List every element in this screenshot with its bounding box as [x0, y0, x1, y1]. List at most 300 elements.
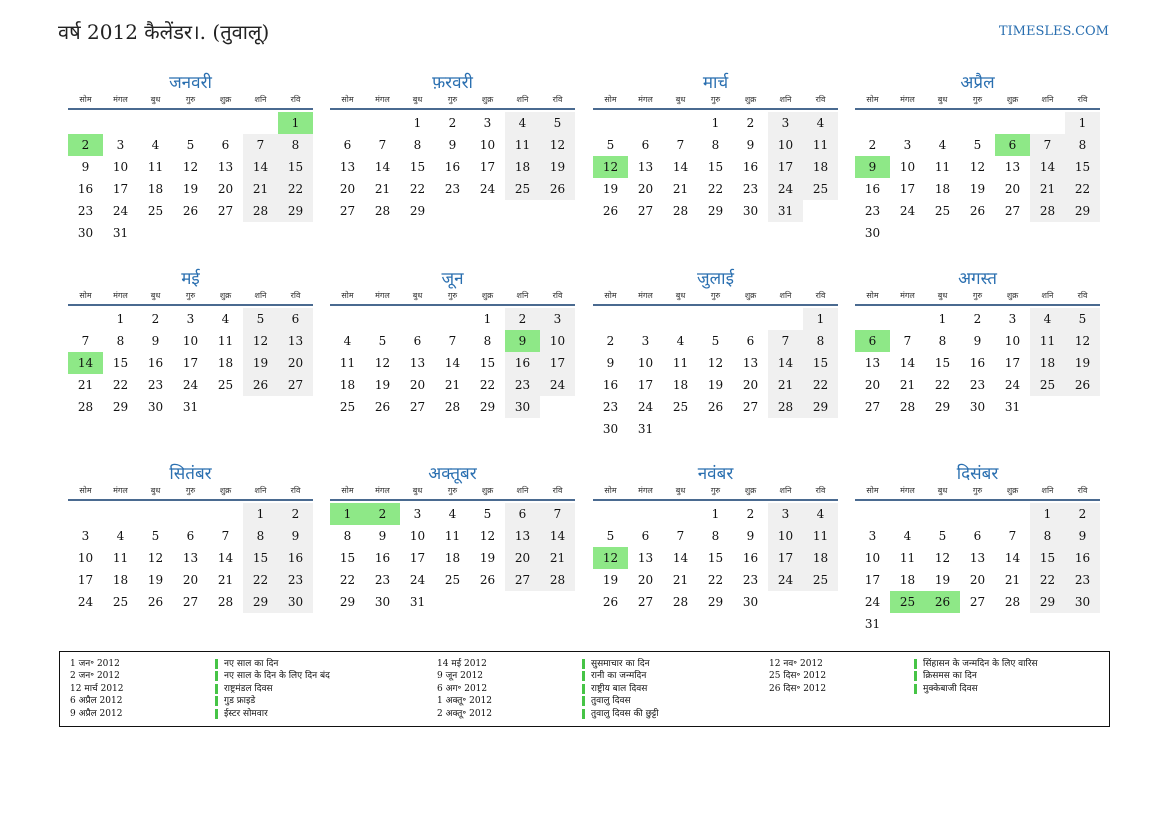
day-cell: 25 — [803, 178, 838, 200]
day-cell: 4 — [505, 112, 540, 134]
day-cell: 19 — [602, 573, 619, 587]
day-cell: 31 — [768, 200, 803, 222]
weekday-label: शनि — [779, 95, 792, 104]
day-cell: 22 — [278, 178, 313, 200]
day-cell: 3 — [903, 138, 912, 152]
day-cell: 2 — [1065, 503, 1100, 525]
weekday-label: रवि — [1077, 95, 1088, 104]
holiday-name: राष्ट्रीय बाल दिवस — [591, 683, 648, 694]
day-cell: 2 — [505, 308, 540, 330]
day-cell: 22 — [243, 569, 278, 591]
day-cell: 5 — [483, 507, 492, 521]
day-cell: 27 — [637, 595, 654, 609]
holiday-name: सिंहासन के जन्मदिन के लिए वारिस — [923, 659, 1038, 669]
day-cell: 28 — [444, 400, 461, 414]
month-calendar — [855, 72, 1100, 244]
empty-cell — [330, 112, 365, 134]
day-cell: 9 — [1065, 525, 1100, 547]
day-cell: 8 — [803, 330, 838, 352]
day-cell: 3 — [413, 507, 422, 521]
day-cell: 24 — [479, 182, 496, 196]
day-grid — [855, 308, 1100, 418]
day-cell: 10 — [479, 138, 496, 152]
day-cell: 30 — [864, 226, 881, 240]
legend-row — [70, 670, 330, 682]
day-cell: 4 — [1030, 308, 1065, 330]
empty-cell — [138, 503, 173, 525]
weekday-label: गुरु — [710, 95, 721, 104]
month-calendar — [593, 268, 838, 440]
day-cell: 17 — [768, 547, 803, 569]
day-cell: 30 — [969, 400, 986, 414]
month-name: जुलाई — [697, 269, 734, 289]
weekday-label: मंगल — [113, 291, 128, 300]
day-cell: 3 — [483, 116, 492, 130]
day-cell: 16 — [444, 160, 461, 174]
day-cell: 5 — [378, 334, 387, 348]
day-cell: 10 — [637, 356, 654, 370]
holiday-date: 12 नव॰ 2012 — [769, 659, 823, 669]
day-cell: 3 — [768, 503, 803, 525]
month-name: अक्तूबर — [428, 464, 477, 484]
day-cell: 31 — [637, 422, 654, 436]
day-cell: 8 — [243, 525, 278, 547]
day-cell: 9 — [278, 525, 313, 547]
day-cell: 28 — [540, 569, 575, 591]
day-cell: 11 — [112, 551, 129, 565]
day-cell: 19 — [540, 156, 575, 178]
day-cell: 15 — [1065, 156, 1100, 178]
day-cell: 13 — [278, 330, 313, 352]
day-cell: 5 — [151, 529, 160, 543]
weekday-label: शनि — [1041, 291, 1054, 300]
day-cell: 4 — [343, 334, 352, 348]
day-cell: 18 — [1030, 352, 1065, 374]
day-cell: 11 — [934, 160, 951, 174]
month-name: फ़रवरी — [432, 73, 473, 93]
weekday-label: सोम — [866, 95, 879, 104]
weekday-label: बुध — [412, 291, 423, 300]
site-link[interactable]: TIMESLES.COM — [998, 24, 1109, 39]
day-cell: 16 — [147, 356, 164, 370]
holiday-name: रानी का जन्मदिन — [591, 671, 647, 682]
holiday-name: तुवालु दिवस की छुट्टी — [591, 708, 659, 719]
weekday-label: मंगल — [113, 95, 128, 104]
day-cell: 24 — [1004, 378, 1021, 392]
day-cell: 20 — [637, 573, 654, 587]
holiday-name: राष्ट्रमंडल दिवस — [224, 683, 273, 694]
day-cell: 18 — [444, 551, 461, 565]
day-cell: 6 — [505, 503, 540, 525]
day-cell: 8 — [711, 138, 720, 152]
holiday-marker — [215, 659, 218, 669]
holiday-day-cell: 6 — [995, 134, 1030, 156]
day-cell: 21 — [540, 547, 575, 569]
day-cell: 13 — [182, 551, 199, 565]
day-cell: 28 — [899, 400, 916, 414]
day-cell: 23 — [374, 573, 391, 587]
day-cell: 11 — [803, 134, 838, 156]
day-cell: 10 — [540, 330, 575, 352]
day-cell: 19 — [969, 182, 986, 196]
day-grid — [593, 112, 838, 222]
day-cell: 20 — [217, 182, 234, 196]
legend-row — [70, 708, 330, 720]
day-cell: 8 — [1065, 134, 1100, 156]
day-cell: 2 — [868, 138, 877, 152]
weekday-label: सोम — [341, 291, 354, 300]
legend-row — [437, 708, 659, 720]
holiday-marker — [215, 696, 218, 706]
weekday-header — [593, 94, 838, 110]
empty-cell — [960, 112, 995, 134]
day-cell: 23 — [742, 182, 759, 196]
weekday-label: शनि — [516, 95, 529, 104]
holiday-day-cell: 25 — [890, 591, 925, 613]
day-cell: 4 — [116, 529, 125, 543]
day-cell: 4 — [221, 312, 230, 326]
day-cell: 17 — [479, 160, 496, 174]
day-cell: 27 — [409, 400, 426, 414]
day-cell: 22 — [339, 573, 356, 587]
empty-cell — [925, 503, 960, 525]
day-cell: 7 — [221, 529, 230, 543]
day-cell: 17 — [768, 156, 803, 178]
day-cell: 15 — [112, 356, 129, 370]
weekday-header — [68, 290, 313, 306]
weekday-label: रवि — [1077, 291, 1088, 300]
day-cell: 4 — [803, 503, 838, 525]
weekday-label: रवि — [815, 486, 826, 495]
day-cell: 17 — [899, 182, 916, 196]
day-cell: 25 — [1030, 374, 1065, 396]
weekday-label: रवि — [1077, 486, 1088, 495]
day-cell: 1 — [413, 116, 422, 130]
day-cell: 13 — [339, 160, 356, 174]
weekday-label: रवि — [290, 486, 301, 495]
weekday-label: सोम — [341, 486, 354, 495]
day-cell: 30 — [147, 400, 164, 414]
day-cell: 12 — [969, 160, 986, 174]
day-cell: 1 — [483, 312, 492, 326]
day-cell: 23 — [602, 400, 619, 414]
day-cell: 17 — [1004, 356, 1021, 370]
day-cell: 30 — [1065, 591, 1100, 613]
day-cell: 23 — [278, 569, 313, 591]
day-cell: 19 — [479, 551, 496, 565]
day-cell: 14 — [672, 160, 689, 174]
day-cell: 24 — [540, 374, 575, 396]
day-cell: 11 — [1030, 330, 1065, 352]
month-name: जून — [441, 269, 464, 289]
day-cell: 5 — [606, 138, 615, 152]
month-name: अप्रैल — [960, 73, 995, 93]
weekday-label: शुक्र — [481, 291, 494, 300]
day-cell: 29 — [803, 396, 838, 418]
legend-row — [437, 658, 659, 670]
weekday-label: शनि — [1041, 95, 1054, 104]
day-cell: 29 — [278, 200, 313, 222]
day-cell: 22 — [1065, 178, 1100, 200]
day-cell: 5 — [243, 308, 278, 330]
day-cell: 26 — [602, 595, 619, 609]
day-cell: 6 — [641, 138, 650, 152]
day-cell: 26 — [374, 400, 391, 414]
month-calendar — [330, 268, 575, 418]
day-cell: 21 — [672, 182, 689, 196]
day-cell: 20 — [339, 182, 356, 196]
weekday-header — [855, 94, 1100, 110]
weekday-label: शुक्र — [219, 291, 232, 300]
day-cell: 5 — [540, 112, 575, 134]
weekday-label: सोम — [79, 291, 92, 300]
day-cell: 6 — [186, 529, 195, 543]
legend-row — [437, 670, 659, 682]
day-cell: 28 — [1030, 200, 1065, 222]
day-cell: 22 — [707, 573, 724, 587]
day-cell: 5 — [186, 138, 195, 152]
day-grid — [330, 308, 575, 418]
day-cell: 24 — [637, 400, 654, 414]
day-cell: 16 — [374, 551, 391, 565]
day-cell: 10 — [77, 551, 94, 565]
day-cell: 3 — [768, 112, 803, 134]
day-cell: 14 — [899, 356, 916, 370]
day-cell: 9 — [151, 334, 160, 348]
day-cell: 10 — [768, 134, 803, 156]
day-cell: 28 — [672, 595, 689, 609]
holiday-date: 1 अक्तू॰ 2012 — [437, 696, 493, 707]
day-cell: 14 — [540, 525, 575, 547]
day-cell: 29 — [707, 595, 724, 609]
day-cell: 20 — [864, 378, 881, 392]
page-title: वर्ष 2012 कैलेंडर।. (तुवालू) — [58, 20, 270, 44]
empty-cell — [663, 112, 698, 134]
weekday-label: रवि — [290, 291, 301, 300]
day-cell: 28 — [243, 200, 278, 222]
empty-cell — [733, 308, 768, 330]
day-cell: 17 — [112, 182, 129, 196]
day-cell: 3 — [540, 308, 575, 330]
day-cell: 18 — [217, 356, 234, 370]
holiday-date: 9 अप्रैल 2012 — [70, 708, 123, 719]
day-cell: 21 — [1030, 178, 1065, 200]
weekday-label: गुरु — [710, 291, 721, 300]
day-cell: 26 — [147, 595, 164, 609]
day-cell: 20 — [637, 182, 654, 196]
day-cell: 2 — [448, 116, 457, 130]
day-cell: 11 — [339, 356, 356, 370]
day-cell: 21 — [768, 374, 803, 396]
day-cell: 26 — [479, 573, 496, 587]
day-cell: 29 — [1030, 591, 1065, 613]
day-cell: 10 — [1004, 334, 1021, 348]
day-cell: 27 — [637, 204, 654, 218]
weekday-header — [330, 485, 575, 501]
day-cell: 29 — [934, 400, 951, 414]
day-cell: 29 — [707, 204, 724, 218]
day-cell: 15 — [707, 160, 724, 174]
day-cell: 3 — [186, 312, 195, 326]
day-cell: 8 — [938, 334, 947, 348]
day-cell: 8 — [1030, 525, 1065, 547]
day-cell: 3 — [116, 138, 125, 152]
empty-cell — [365, 112, 400, 134]
holiday-date: 2 जन॰ 2012 — [70, 671, 120, 682]
weekday-label: गुरु — [710, 486, 721, 495]
weekday-label: बुध — [412, 95, 423, 104]
day-cell: 4 — [803, 112, 838, 134]
day-cell: 27 — [742, 400, 759, 414]
day-cell: 16 — [77, 182, 94, 196]
weekday-label: शुक्र — [219, 95, 232, 104]
day-cell: 1 — [711, 116, 720, 130]
day-cell: 20 — [409, 378, 426, 392]
day-cell: 13 — [217, 160, 234, 174]
day-cell: 2 — [151, 312, 160, 326]
day-cell: 16 — [742, 160, 759, 174]
day-cell: 5 — [711, 334, 720, 348]
day-cell: 7 — [1008, 529, 1017, 543]
day-cell: 27 — [217, 204, 234, 218]
weekday-label: सोम — [79, 95, 92, 104]
month-calendar — [68, 463, 313, 613]
day-cell: 13 — [969, 551, 986, 565]
day-cell: 10 — [112, 160, 129, 174]
month-calendar — [593, 463, 838, 613]
day-cell: 17 — [182, 356, 199, 370]
day-cell: 23 — [77, 204, 94, 218]
weekday-label: बुध — [675, 291, 686, 300]
day-cell: 11 — [217, 334, 234, 348]
weekday-label: गुरु — [447, 291, 458, 300]
weekday-label: शुक्र — [744, 291, 757, 300]
day-cell: 19 — [1065, 352, 1100, 374]
day-cell: 19 — [147, 573, 164, 587]
weekday-label: बुध — [412, 486, 423, 495]
day-cell: 21 — [77, 378, 94, 392]
holiday-date: 12 मार्च 2012 — [70, 683, 124, 694]
holiday-day-cell: 1 — [278, 112, 313, 134]
empty-cell — [103, 503, 138, 525]
weekday-label: शनि — [516, 486, 529, 495]
weekday-header — [68, 485, 313, 501]
day-cell: 12 — [374, 356, 391, 370]
holiday-marker — [582, 659, 585, 669]
empty-cell — [768, 308, 803, 330]
day-cell: 23 — [444, 182, 461, 196]
day-cell: 30 — [505, 396, 540, 418]
day-cell: 9 — [606, 356, 615, 370]
legend-row — [70, 658, 330, 670]
month-name: जनवरी — [169, 73, 212, 93]
day-cell: 20 — [969, 573, 986, 587]
day-cell: 19 — [707, 378, 724, 392]
day-cell: 27 — [1004, 204, 1021, 218]
weekday-label: गुरु — [447, 95, 458, 104]
day-cell: 15 — [278, 156, 313, 178]
day-cell: 10 — [409, 529, 426, 543]
weekday-label: सोम — [79, 486, 92, 495]
day-cell: 22 — [803, 374, 838, 396]
weekday-label: शुक्र — [744, 95, 757, 104]
day-cell: 13 — [1004, 160, 1021, 174]
weekday-label: मंगल — [375, 486, 390, 495]
weekday-label: सोम — [341, 95, 354, 104]
weekday-label: शनि — [254, 291, 267, 300]
empty-cell — [593, 308, 628, 330]
day-cell: 8 — [116, 334, 125, 348]
weekday-label: मंगल — [900, 291, 915, 300]
day-cell: 15 — [243, 547, 278, 569]
day-cell: 7 — [768, 330, 803, 352]
day-cell: 4 — [938, 138, 947, 152]
holiday-day-cell: 6 — [855, 330, 890, 352]
day-cell: 11 — [803, 525, 838, 547]
day-cell: 7 — [81, 334, 90, 348]
day-cell: 8 — [711, 529, 720, 543]
legend-row — [769, 658, 1038, 670]
empty-cell — [208, 112, 243, 134]
day-cell: 11 — [672, 356, 689, 370]
day-cell: 25 — [444, 573, 461, 587]
empty-cell — [628, 503, 663, 525]
weekday-label: रवि — [552, 291, 563, 300]
day-cell: 26 — [540, 178, 575, 200]
day-cell: 5 — [606, 529, 615, 543]
day-cell: 12 — [934, 551, 951, 565]
day-cell: 21 — [243, 178, 278, 200]
month-name: अगस्त — [958, 269, 997, 289]
holiday-name: ईस्टर सोमवार — [224, 708, 268, 719]
day-cell: 26 — [707, 400, 724, 414]
day-cell: 23 — [864, 204, 881, 218]
day-cell: 25 — [803, 569, 838, 591]
weekday-header — [855, 290, 1100, 306]
holiday-marker — [914, 671, 917, 681]
day-cell: 22 — [409, 182, 426, 196]
day-cell: 25 — [934, 204, 951, 218]
holiday-name: क्रिसमस का दिन — [923, 671, 977, 682]
holiday-day-cell: 2 — [365, 503, 400, 525]
day-cell: 21 — [899, 378, 916, 392]
day-cell: 21 — [217, 573, 234, 587]
day-cell: 25 — [339, 400, 356, 414]
day-cell: 1 — [116, 312, 125, 326]
day-cell: 29 — [112, 400, 129, 414]
day-cell: 26 — [243, 374, 278, 396]
day-cell: 13 — [409, 356, 426, 370]
day-cell: 11 — [147, 160, 164, 174]
day-cell: 19 — [374, 378, 391, 392]
month-calendar — [855, 463, 1100, 635]
weekday-label: शनि — [254, 486, 267, 495]
day-cell: 26 — [602, 204, 619, 218]
holiday-date: 14 मई 2012 — [437, 659, 487, 669]
weekday-label: शुक्र — [481, 95, 494, 104]
day-cell: 20 — [742, 378, 759, 392]
day-cell: 12 — [707, 356, 724, 370]
day-cell: 23 — [147, 378, 164, 392]
weekday-label: सोम — [604, 291, 617, 300]
day-cell: 28 — [217, 595, 234, 609]
day-cell: 25 — [672, 400, 689, 414]
legend-row — [437, 695, 659, 707]
holiday-marker — [582, 684, 585, 694]
weekday-label: सोम — [604, 486, 617, 495]
legend-row — [769, 670, 1038, 682]
weekday-label: बुध — [150, 291, 161, 300]
